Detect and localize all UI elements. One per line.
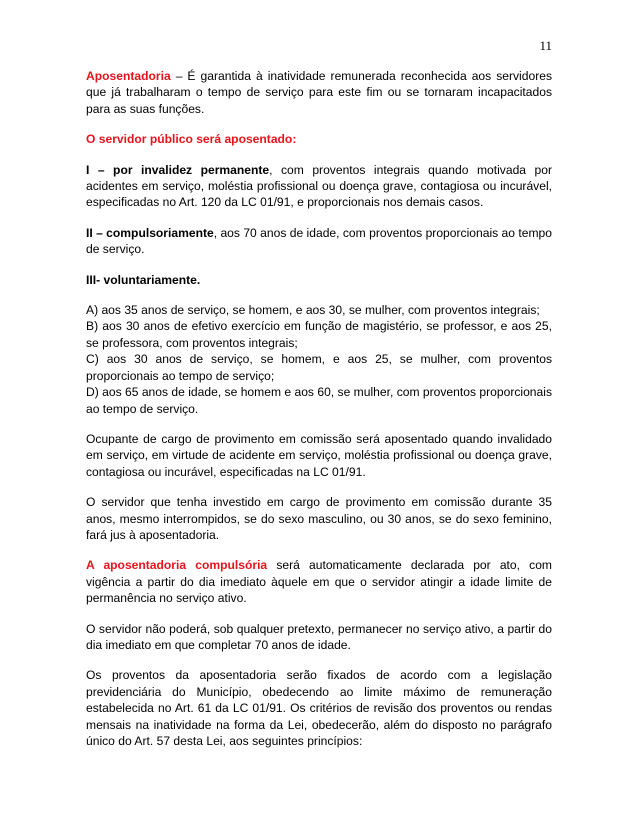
list-item-b: B) aos 30 anos de efetivo exercício em função de magistério, se professor, e aos 25, se professora, com proventos integrais; [86, 319, 552, 350]
item-voluntariamente [86, 272, 552, 288]
paragraph-aposentadoria [86, 68, 552, 117]
list-item-c: C) aos 30 anos de serviço, se homem, e aos 25, se mulher, com proventos proporcionais ao tempo de serviço; [86, 352, 552, 383]
paragraph-proventos: Os proventos da aposentadoria serão fixados de acordo com a legislação previdenciária do Município, obedecendo ao limite máximo de remuneração estabelecida no Art. 61 da LC 01/91. Os critérios de revisão dos proventos ou rendas mensais na inatividade na forma da Lei, obedecerão, além do disposto no parágrafo único do Art. 57 desta Lei, aos seguintes princípios: [86, 668, 552, 748]
paragraph-compulsoria [86, 557, 552, 606]
item-label: III- voluntariamente. [86, 272, 201, 287]
term-compulsoria: A aposentadoria compulsória [86, 558, 268, 573]
item-invalidez [86, 162, 552, 211]
paragraph-investido: O servidor que tenha investido em cargo de provimento em comissão durante 35 anos, mesmo interrompidos, se do sexo masculino, ou 30 anos, se do sexo feminino, fará jus à aposentadoria. [86, 495, 552, 542]
heading-servidor-aposentado: O servidor público será aposentado: [86, 132, 297, 147]
section-heading [86, 131, 552, 147]
paragraph-text: – É garantida à inatividade remunerada reconhecida aos servidores que já trabalharam o tempo de serviço para este fim ou se tornaram incapacitados para as suas funções. [86, 69, 552, 116]
term-aposentadoria: Aposentadoria [86, 69, 171, 83]
page-number: 11 [539, 38, 552, 53]
paragraph-pretexto: O servidor não poderá, sob qualquer pretexto, permanecer no serviço ativo, a partir do dia imediato em que completar 70 anos de idade. [86, 621, 552, 652]
item-text: , aos 70 anos de idade, com proventos proporcionais ao tempo de serviço. [86, 225, 552, 257]
item-label: II – compulsoriamente [86, 225, 214, 240]
list-item-a: A) aos 35 anos de serviço, se homem, e aos 30, se mulher, com proventos integrais; [86, 303, 540, 318]
list-item-d: D) aos 65 anos de idade, se homem e aos 60, se mulher, com proventos proporcionais ao tempo de serviço. [86, 385, 552, 416]
paragraph-comissao: Ocupante de cargo de provimento em comissão será aposentado quando invalidado em serviço, em virtude de acidente em serviço, moléstia profissional ou doença grave, contagiosa ou incurável, especificadas na LC 01/91. [86, 431, 552, 479]
item-label: I – por invalidez permanente [86, 162, 270, 177]
paragraph-text: será automaticamente declarada por ato, com vigência a partir do dia imediato àquele em que o servidor atingir a idade limite de permanência no serviço ativo. [86, 558, 553, 606]
document-body [86, 68, 552, 763]
item-text: , com proventos integrais quando motivada por acidentes em serviço, moléstia profissional ou doença grave, contagiosa ou incurável, especificadas no Art. 120 da LC 01/91, e proporcionais nos demais casos. [86, 162, 552, 210]
voluntary-conditions-list [86, 302, 552, 417]
item-compulsoriamente [86, 225, 552, 258]
